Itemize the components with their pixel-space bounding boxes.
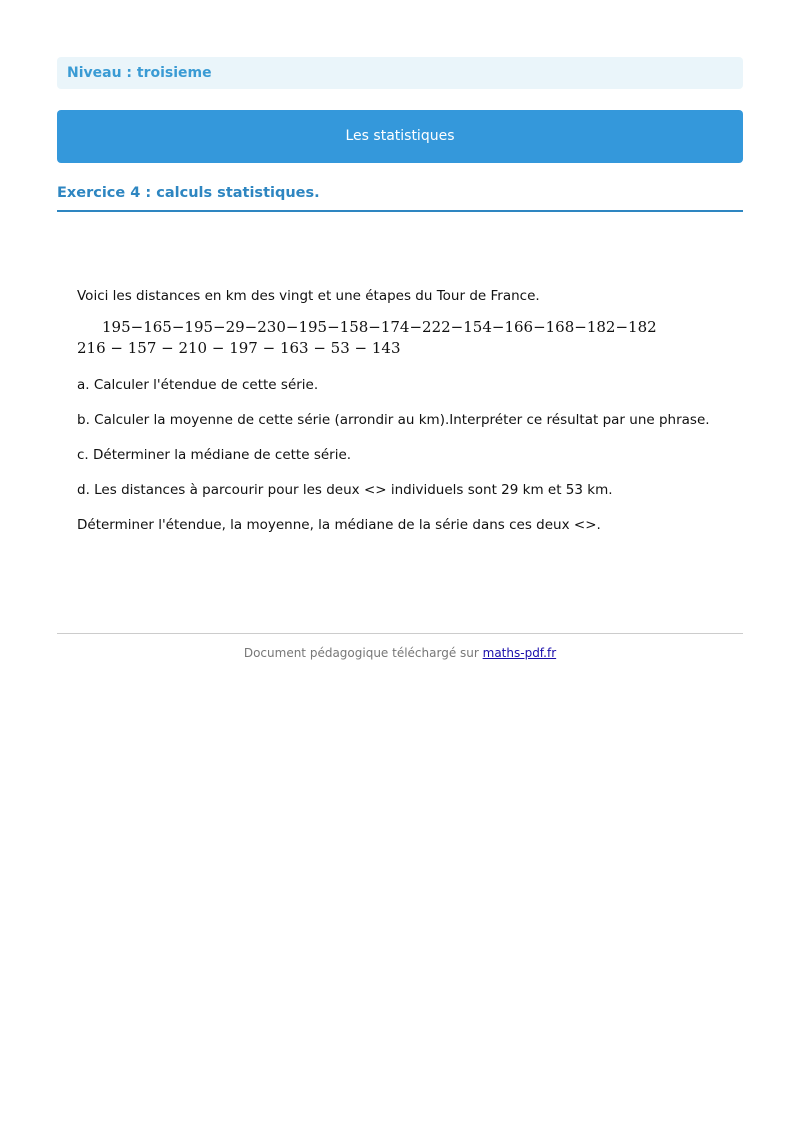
exercise-intro: Voici les distances en km des vingt et une étapes du Tour de France. [77, 288, 540, 304]
footer-text: Document pédagogique téléchargé sur [243, 646, 483, 660]
question-b: b. Calculer la moyenne de cette série (arrondir au km).Interpréter ce résultat par une phrase. [77, 412, 710, 428]
page-footer [57, 633, 743, 660]
exercise-content [57, 287, 743, 534]
footer-site-link[interactable]: maths-pdf.fr [482, 646, 557, 660]
question-d: d. Les distances à parcourir pour les deux <> individuels sont 29 km et 53 km. [77, 482, 613, 498]
question-c: c. Déterminer la médiane de cette série. [77, 447, 352, 463]
question-a: a. Calculer l'étendue de cette série. [77, 377, 319, 393]
level-label: Niveau : troisieme [57, 57, 743, 89]
data-series-line-2: 216 − 157 − 210 − 197 − 163 − 53 − 143 [77, 339, 401, 357]
exercise-title: Exercice 4 : calculs statistiques. [57, 185, 743, 212]
document-page [57, 57, 743, 534]
question-e: Déterminer l'étendue, la moyenne, la médiane de la série dans ces deux <>. [77, 517, 601, 533]
data-series-line-1: 195−165−195−29−230−195−158−174−222−154−166−168−182−182 [102, 318, 657, 336]
chapter-banner: Les statistiques [57, 110, 743, 163]
